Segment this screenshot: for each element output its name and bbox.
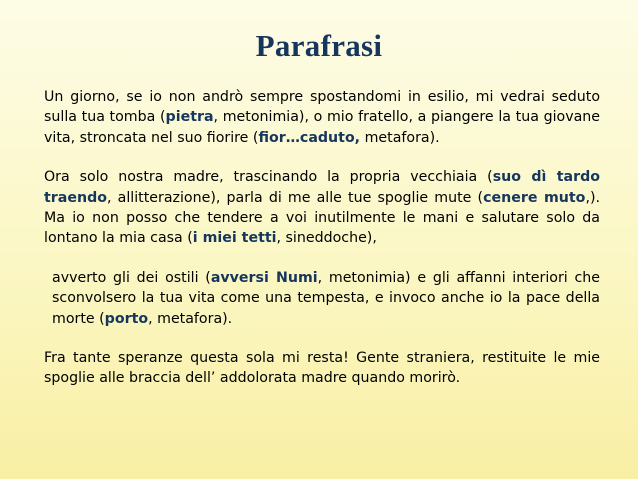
text-run: ,). Ma io non posso che tendere a voi inutilmente le mani e salutare solo da lontano la mia casa (	[44, 189, 600, 247]
text-run: metafora).	[360, 129, 440, 146]
text-run: avverto gli dei ostili (	[52, 269, 211, 286]
figure-term: cenere muto	[483, 189, 586, 206]
text-run: , metonimia), o mio fratello, a piangere la tua giovane vita, stroncata nel suo fiorire (	[44, 109, 601, 146]
figure-term: i miei tetti	[192, 230, 277, 247]
slide-title: Parafrasi	[255, 28, 383, 63]
paragraph-2	[44, 167, 600, 249]
figure-term: pietra	[165, 109, 214, 126]
paragraph-1	[44, 87, 600, 148]
text-run: Fra tante speranze questa sola mi resta! Gente straniera, restituite le mie spoglie alle braccia dell’ addolorata madre quando morirò.	[44, 350, 600, 387]
text-run: Un giorno, se io non andrò sempre spostandomi in esilio, mi vedrai seduto sulla tua tomba (	[44, 89, 600, 126]
text-run: , allitterazione), parla di me alle tue spoglie mute (	[106, 189, 484, 206]
slide-body	[44, 87, 600, 408]
paragraph-3	[44, 268, 600, 329]
text-run: , metafora).	[148, 310, 233, 327]
figure-term: avversi Numi	[210, 269, 318, 286]
text-run: Ora solo nostra madre, trascinando la propria vecchiaia (	[44, 169, 493, 186]
figure-term: fior…caduto,	[258, 129, 361, 146]
text-run: , metonimia) e gli affanni interiori che sconvolsero la tua vita come una tempesta, e invoco anche io la pace della morte (	[52, 269, 600, 327]
paragraph-4	[44, 348, 600, 389]
figure-term: porto	[104, 310, 149, 327]
figure-term: suo dì tardo traendo	[44, 169, 600, 206]
text-run: , sineddoche),	[276, 230, 377, 247]
